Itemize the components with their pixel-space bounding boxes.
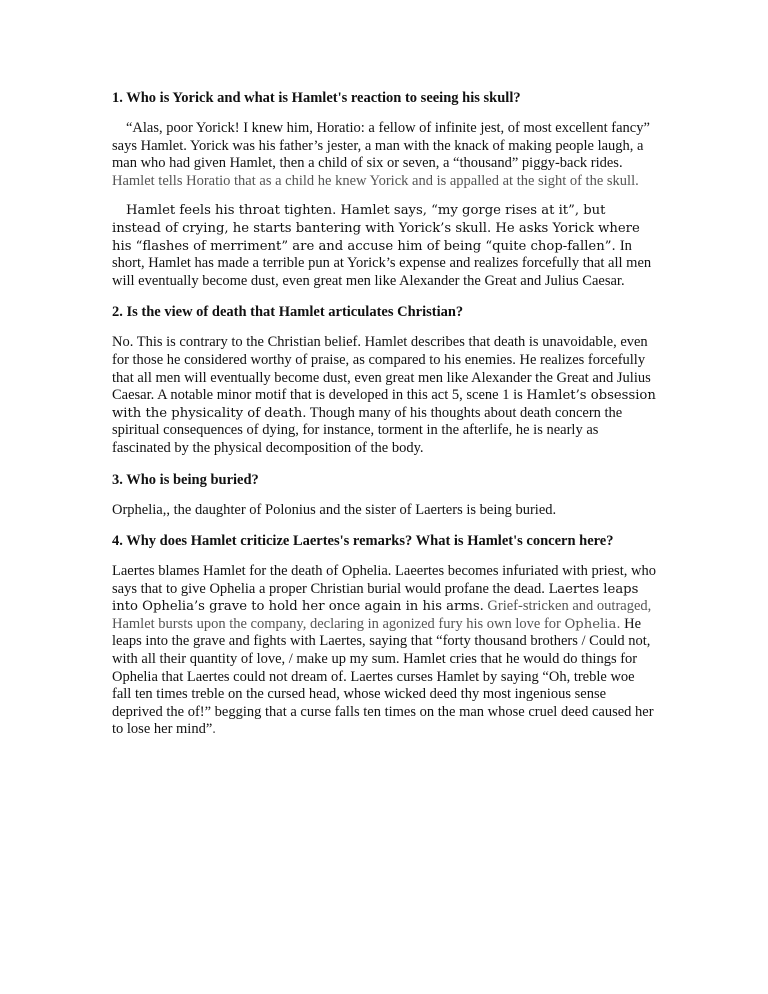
q1-p2-text: In short, Hamlet has made a terrible pun at Yorick’s expense and realizes forcefully that all men will eventually become dust, even great men like Alexander the Great and Julius Caesar. [112,237,652,289]
question-2-heading: 2. Is the view of death that Hamlet articulates Christian? [112,304,464,321]
q4-p1-text-a: Laertes blames Hamlet for the death of Ophelia. Laeertes becomes infuriated with priest, who says that to give Ophelia a proper Christian burial would profane the dead. [112,563,656,597]
question-4 [112,531,656,739]
q2-p1-text-c: Though many of his thoughts about death concern the spiritual consequences of dying, for instance, torment in the afterlife, he is nearly as fascinated by the physical decomposition of the body. [112,404,623,456]
q1-p1-text: “Alas, poor Yorick! I knew him, Horatio: a fellow of infinite jest, of most excellent fancy” says Hamlet. Yorick was his father’s jester, a man with the knack of making people laugh, a man who had given Hamlet, then a child of six or seven, a “thousand” piggy-back rides. [112,120,650,172]
q1-p1-gray-text: Hamlet tells Horatio that as a child he knew Yorick and is appalled at the sight of the skull. [112,172,639,189]
question-1 [112,88,656,290]
question-4-paragraph [112,563,656,739]
question-2 [112,302,656,457]
q4-p1-gray-text-f: . [212,721,216,738]
q4-p1-text-e: He leaps into the grave and fights with Laertes, saying that “forty thousand brothers / Could not, with all their quantity of love, / make up my sum. Hamlet cries that he would do things for Ophelia that Laertes could not dream of. Laertes curses Hamlet by saying “Oh, treble woe fall ten times treble on the cursed head, whose wicked deed thy most ingenious sense deprived the of!” begging that a curse falls ten times on the man whose cruel deed caused her to lose her mind” [112,615,654,738]
q2-p1-text-a: No. This is contrary to the Christian belief. Hamlet describes that death is unavoidable, even for those he considered worthy of praise, as compared to his enemies. He realizes forcefully that all men will eventually become dust, even great men like Alexander the Great and Julius Caesar. A notable minor motif that is developed in this act 5, scene 1 is [112,334,651,404]
q4-p1-gray-text-c: Grief-stricken and outraged, Hamlet bursts upon the company, declaring in agonized fury his own love for [112,598,652,632]
question-2-paragraph [112,334,656,457]
question-1-paragraph-2 [112,202,656,290]
q4-p1-gray-typewriter-text: Ophelia. [564,616,621,632]
question-3 [112,470,656,520]
question-4-heading: 4. Why does Hamlet criticize Laertes's remarks? What is Hamlet's concern here? [112,533,614,550]
question-3-heading: 3. Who is being buried? [112,471,259,488]
question-3-paragraph: Orphelia,, the daughter of Polonius and the sister of Laerters is being buried. [112,501,557,518]
q2-p1-typewriter-text: Hamlet’s obsession with the physicality of death. [112,388,656,421]
q1-p2-typewriter-text: Hamlet feels his throat tighten. Hamlet says, “my gorge rises at it”, but instead of crying, he starts bantering with Yorick’s skull. He asks Yorick where his “flashes of merriment” are and accuse him of being “quite chop-fallen”. [112,203,640,254]
question-1-paragraph-1 [112,120,656,190]
q4-p1-typewriter-text: Laertes leaps into Ophelia’s grave to hold her once again in his arms. [112,581,639,615]
question-1-heading: 1. Who is Yorick and what is Hamlet's reaction to seeing his skull? [112,90,521,106]
